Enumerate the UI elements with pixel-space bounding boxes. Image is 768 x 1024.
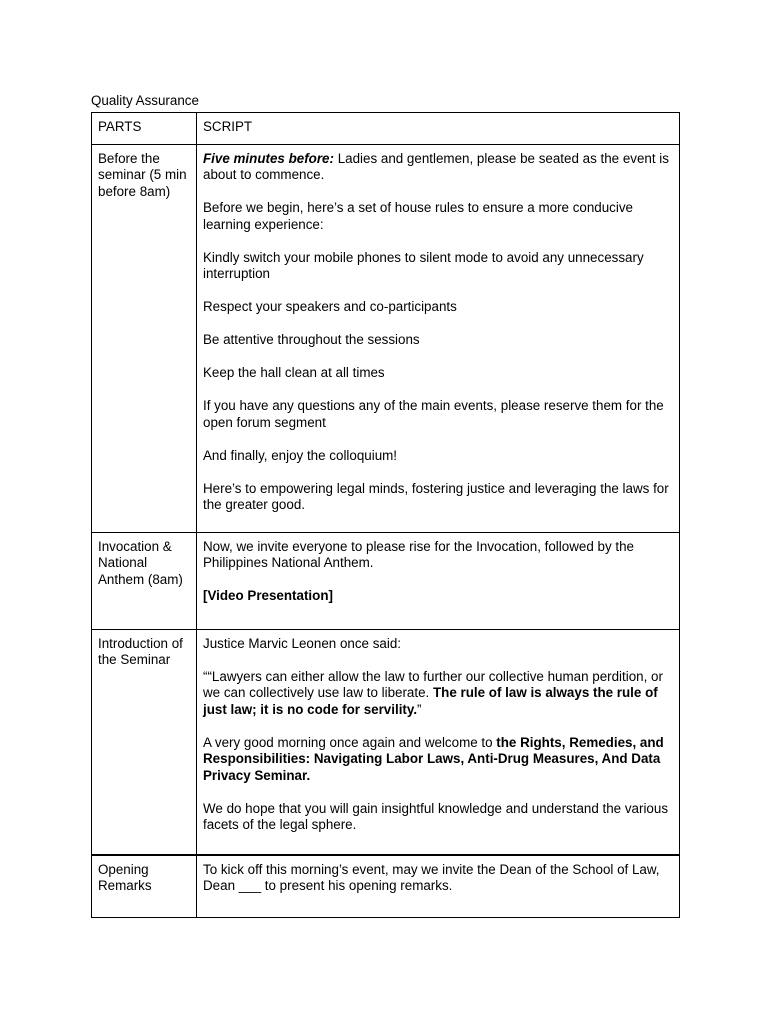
- part-invocation: Invocation & National Anthem (8am): [92, 532, 197, 629]
- rule-mobile-phones: Kindly switch your mobile phones to silent mode to avoid any unnecessary interruption: [203, 249, 644, 281]
- header-parts: PARTS: [92, 113, 197, 145]
- rule-respect-speakers: Respect your speakers and co-participants: [203, 299, 457, 314]
- script-paragraph: [203, 151, 673, 184]
- video-presentation-label: [Video Presentation]: [203, 588, 333, 603]
- quote-end-mark: ”: [417, 701, 422, 717]
- welcome-paragraph: [203, 735, 673, 785]
- seated-text: Ladies and gentlemen, please be seated as the event is about to commence.: [203, 150, 669, 182]
- quote-attribution: Justice Marvic Leonen once said:: [203, 635, 401, 651]
- rule-attentive: Be attentive throughout the sessions: [203, 332, 420, 347]
- closing-toast: Here’s to empowering legal minds, fostering justice and leveraging the laws for the greater good.: [203, 480, 669, 512]
- table-row: [92, 629, 680, 855]
- part-before-seminar: Before the seminar (5 min before 8am): [92, 144, 197, 532]
- script-introduction: [197, 629, 680, 855]
- part-opening-remarks: Opening Remarks: [92, 855, 197, 918]
- table-row: [92, 144, 680, 532]
- welcome-plain-text: A very good morning once again and welcome to: [203, 734, 497, 750]
- script-before-seminar: [197, 144, 680, 532]
- invocation-text: Now, we invite everyone to please rise for the Invocation, followed by the Philippines National Anthem.: [203, 538, 634, 570]
- rule-clean-hall: Keep the hall clean at all times: [203, 365, 385, 380]
- quote-plain-text: ““Lawyers can either allow the law to further our collective human perdition, or we can collectively use law to liberate.: [203, 668, 663, 700]
- enjoy-colloquium: And finally, enjoy the colloquium!: [203, 447, 398, 463]
- hope-paragraph: We do hope that you will gain insightful knowledge and understand the various facets of the legal sphere.: [203, 800, 669, 832]
- quote-bold-text: The rule of law is always the rule of just law; it is no code for servility.: [203, 685, 658, 717]
- table-row: [92, 532, 680, 629]
- opening-remarks-text: To kick off this morning’s event, may we invite the Dean of the School of Law, Dean ___ to present his opening remarks.: [203, 861, 660, 893]
- rule-questions: If you have any questions any of the main events, please reserve them for the open forum segment: [203, 398, 664, 430]
- document-title: Quality Assurance: [91, 93, 199, 108]
- script-invocation: [197, 532, 680, 629]
- house-rules-intro: Before we begin, here’s a set of house rules to ensure a more conducive learning experience:: [203, 200, 633, 232]
- script-table: [91, 112, 680, 918]
- table-header-row: [92, 113, 680, 145]
- part-introduction: Introduction of the Seminar: [92, 629, 197, 855]
- header-script: SCRIPT: [197, 113, 680, 145]
- table-row: [92, 855, 680, 918]
- leonen-quote: [203, 669, 673, 719]
- five-minutes-label: Five minutes before:: [203, 150, 334, 166]
- seminar-name: the Rights, Remedies, and Responsibilities: Navigating Labor Laws, Anti-Drug Measures, And Data Privacy Seminar.: [203, 734, 664, 783]
- script-opening-remarks: [197, 855, 680, 918]
